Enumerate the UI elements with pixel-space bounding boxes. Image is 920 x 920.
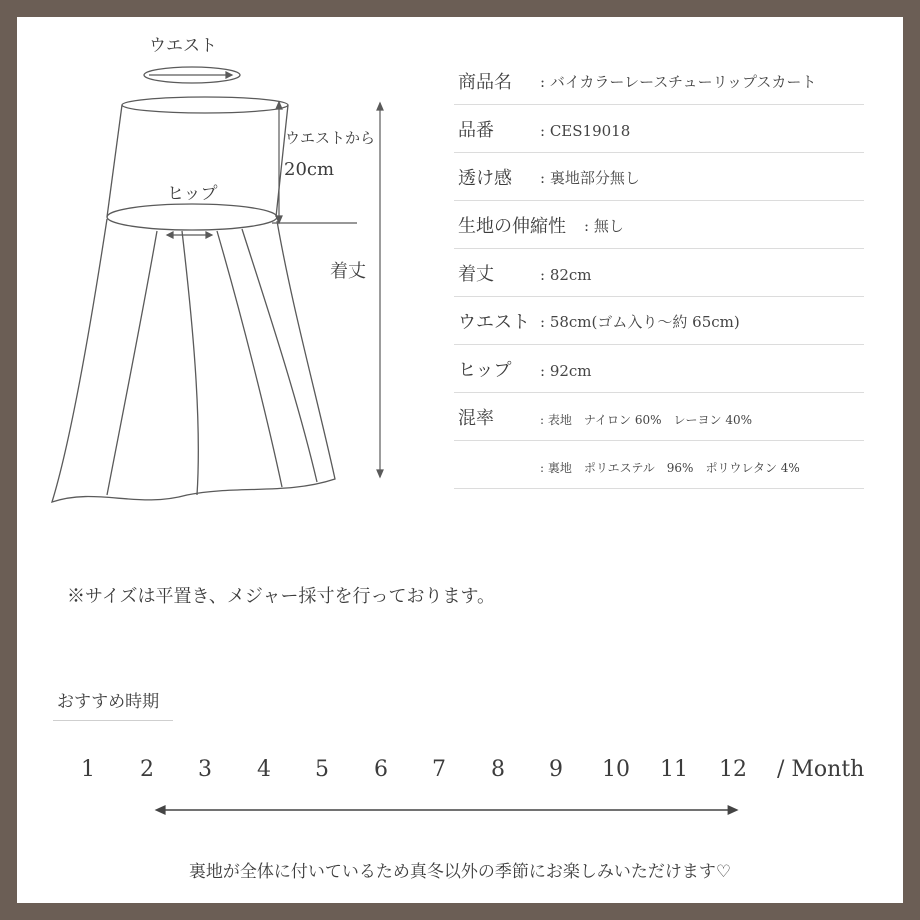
spec-table xyxy=(454,57,864,489)
spec-value: : 82cm xyxy=(540,266,592,284)
spec-key: ヒップ xyxy=(458,360,512,381)
length-label: 着丈 xyxy=(330,261,366,282)
month-label: 1 xyxy=(81,757,95,782)
measurement-note: ※サイズは平置き、メジャー採寸を行っております。 xyxy=(67,586,496,607)
spec-row-code xyxy=(454,105,864,153)
spec-value: : 92cm xyxy=(540,362,592,380)
spec-row-sheerness xyxy=(454,153,864,201)
season-range-end-arrow xyxy=(728,805,739,815)
spec-value: : 58cm(ゴム入り～約 65cm) xyxy=(540,313,740,331)
month-label: 12 xyxy=(719,757,747,782)
month-label: 9 xyxy=(549,757,563,782)
waist-label: ウエスト xyxy=(149,36,217,56)
spec-key: 混率 xyxy=(458,408,494,429)
month-unit: / Month xyxy=(777,757,865,782)
skirt-drawing xyxy=(17,17,437,537)
spec-key: 品番 xyxy=(458,120,494,141)
spec-value: : 裏地部分無し xyxy=(540,169,640,187)
spec-key: ウエスト xyxy=(458,312,530,333)
footer-message: 裏地が全体に付いているため真冬以外の季節にお楽しみいただけます♡ xyxy=(188,862,732,882)
month-scale xyxy=(17,757,917,797)
from-waist-value: 20cm xyxy=(284,159,335,180)
spec-key: 着丈 xyxy=(458,264,494,285)
month-label: 2 xyxy=(140,757,154,782)
month-label: 7 xyxy=(432,757,446,782)
spec-value: : 裏地 ポリエステル 96% ポリウレタン 4% xyxy=(540,461,800,475)
season-title: おすすめ時期 xyxy=(53,687,173,721)
spec-key: 商品名 xyxy=(458,72,512,93)
season-range-start-arrow xyxy=(155,805,166,815)
hip-ellipse xyxy=(107,204,277,230)
spec-row-stretch xyxy=(454,201,864,249)
skirt-outline xyxy=(52,219,335,502)
from-waist-label: ウエストから xyxy=(285,129,376,147)
spec-row-name xyxy=(454,57,864,105)
spec-value: : 表地 ナイロン 60% レーヨン 40% xyxy=(540,413,752,427)
month-label: 6 xyxy=(374,757,388,782)
spec-value: : CES19018 xyxy=(540,122,631,140)
spec-value: : バイカラーレースチューリップスカート xyxy=(540,73,817,91)
spec-value: : 無し xyxy=(584,217,624,235)
hip-label: ヒップ xyxy=(167,184,218,204)
spec-key: 透け感 xyxy=(458,168,512,189)
spec-row-material-lining xyxy=(454,441,864,489)
season-range xyxy=(17,795,917,825)
skirt-diagram xyxy=(17,17,437,537)
spec-row-length xyxy=(454,249,864,297)
spec-row-hip xyxy=(454,345,864,393)
month-label: 11 xyxy=(660,757,688,782)
month-label: 3 xyxy=(198,757,212,782)
month-label: 4 xyxy=(257,757,271,782)
month-label: 8 xyxy=(491,757,505,782)
spec-row-material-outer xyxy=(454,393,864,441)
waistband-top xyxy=(122,97,288,113)
spec-key: 生地の伸縮性 xyxy=(458,216,566,237)
month-label: 10 xyxy=(602,757,630,782)
month-label: 5 xyxy=(315,757,329,782)
spec-row-waist xyxy=(454,297,864,345)
